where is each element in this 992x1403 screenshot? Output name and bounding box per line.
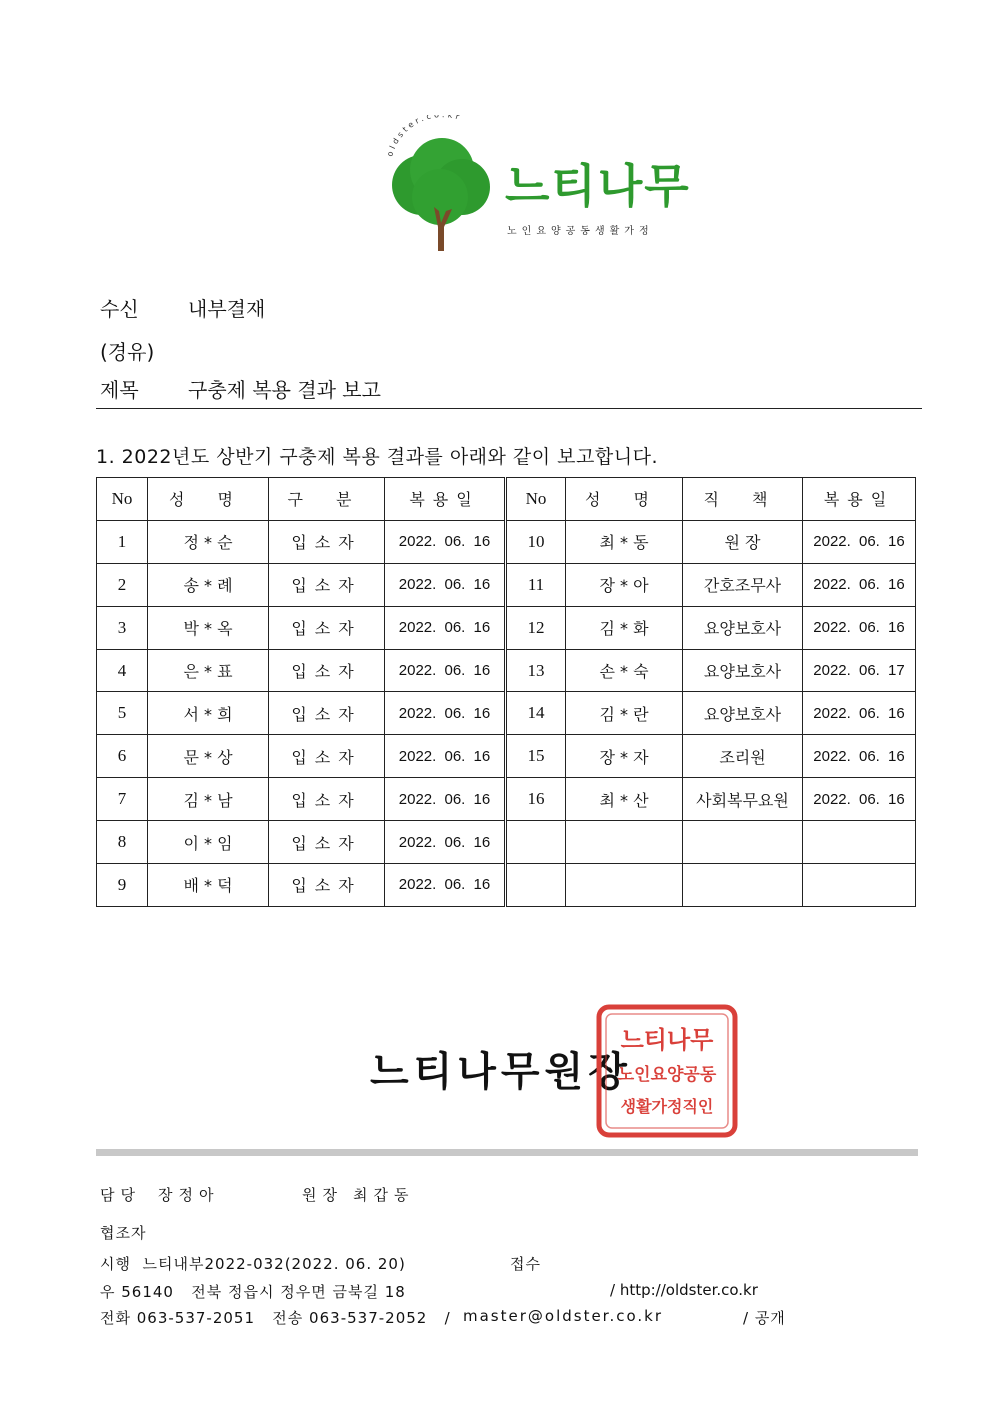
dose-date — [803, 821, 916, 864]
dose-date — [803, 864, 916, 907]
row-number: 4 — [97, 649, 148, 692]
person-name: 김 * 화 — [566, 606, 683, 649]
row-number: 1 — [97, 520, 148, 563]
row-number: 6 — [97, 735, 148, 778]
row-number: 11 — [506, 563, 566, 606]
person-category: 입소자 — [269, 692, 385, 735]
person-name: 최 * 산 — [566, 778, 683, 821]
table-row — [97, 821, 916, 864]
dose-date: 2022. 06. 16 — [803, 692, 916, 735]
row-number: 15 — [506, 735, 566, 778]
person-category: 입소자 — [269, 821, 385, 864]
row-number: 2 — [97, 563, 148, 606]
person-name: 송 * 례 — [148, 563, 269, 606]
dose-date: 2022. 06. 16 — [385, 778, 506, 821]
person-category: 입소자 — [269, 606, 385, 649]
person-position — [683, 864, 803, 907]
via-label: (경유) — [100, 340, 155, 364]
column-header: 성 명 — [148, 478, 269, 521]
website-link[interactable]: / http://oldster.co.kr — [610, 1281, 758, 1299]
official-seal — [596, 1004, 738, 1138]
person-position: 요양보호사 — [683, 649, 803, 692]
person-position: 원 장 — [683, 520, 803, 563]
results-table — [96, 477, 916, 907]
row-number: 10 — [506, 520, 566, 563]
recipient-label: 수신 — [100, 297, 139, 321]
dose-date: 2022. 06. 17 — [803, 649, 916, 692]
row-number: 8 — [97, 821, 148, 864]
dose-date: 2022. 06. 16 — [385, 649, 506, 692]
row-number: 12 — [506, 606, 566, 649]
person-position: 요양보호사 — [683, 692, 803, 735]
person-name: 정 * 순 — [148, 520, 269, 563]
person-category: 입소자 — [269, 563, 385, 606]
dose-date: 2022. 06. 16 — [385, 821, 506, 864]
dose-date: 2022. 06. 16 — [803, 735, 916, 778]
person-name: 배 * 덕 — [148, 864, 269, 907]
row-number: 13 — [506, 649, 566, 692]
row-number: 7 — [97, 778, 148, 821]
brand-subtitle: 노인요양공동생활가정 — [507, 226, 654, 237]
director-label: 원장 — [302, 1186, 343, 1204]
seal-line-1: 느티나무 — [620, 1026, 714, 1054]
dose-date: 2022. 06. 16 — [803, 778, 916, 821]
person-position: 사회복무요원 — [683, 778, 803, 821]
subject-value: 구충제 복용 결과 보고 — [188, 378, 381, 402]
dose-date: 2022. 06. 16 — [385, 563, 506, 606]
person-category: 입소자 — [269, 520, 385, 563]
intro-text: 1. 2022년도 상반기 구충제 복용 결과를 아래와 같이 보고합니다. — [96, 446, 658, 468]
header-divider — [96, 408, 922, 409]
person-name: 손 * 숙 — [566, 649, 683, 692]
dose-date: 2022. 06. 16 — [385, 692, 506, 735]
column-header: No — [506, 478, 566, 521]
seal-line-3: 생활가정직인 — [620, 1097, 714, 1116]
person-position: 조리원 — [683, 735, 803, 778]
email-link[interactable]: master@oldster.co.kr — [463, 1307, 664, 1325]
table-row — [97, 606, 916, 649]
dose-date: 2022. 06. 16 — [385, 606, 506, 649]
receipt-label: 접수 — [510, 1255, 541, 1273]
dose-date: 2022. 06. 16 — [803, 606, 916, 649]
table-row — [97, 563, 916, 606]
brand-name: 느티나무 — [505, 159, 691, 213]
person-name: 최 * 동 — [566, 520, 683, 563]
person-position — [683, 821, 803, 864]
logo-circle-text: oldster.c kr — [385, 115, 464, 158]
row-number: 5 — [97, 692, 148, 735]
column-header: 직 책 — [683, 478, 803, 521]
row-number: 16 — [506, 778, 566, 821]
address: 우 56140 전북 정읍시 정우면 금북길 18 — [100, 1283, 406, 1301]
row-number — [506, 821, 566, 864]
column-header: 복용일 — [803, 478, 916, 521]
table-row — [97, 649, 916, 692]
table-row — [97, 864, 916, 907]
person-name — [566, 864, 683, 907]
column-header: 성 명 — [566, 478, 683, 521]
person-name: 서 * 희 — [148, 692, 269, 735]
person-name: 은 * 표 — [148, 649, 269, 692]
person-category: 입소자 — [269, 864, 385, 907]
person-position: 간호조무사 — [683, 563, 803, 606]
person-category: 입소자 — [269, 778, 385, 821]
charge-label: 담당 — [100, 1186, 141, 1204]
dose-date: 2022. 06. 16 — [385, 520, 506, 563]
table-row — [97, 520, 916, 563]
person-name: 이 * 임 — [148, 821, 269, 864]
row-number: 14 — [506, 692, 566, 735]
table-row — [97, 778, 916, 821]
person-name: 문 * 상 — [148, 735, 269, 778]
charge-name: 장정아 — [158, 1186, 220, 1204]
table-row — [97, 692, 916, 735]
column-header: 구 분 — [269, 478, 385, 521]
dose-date: 2022. 06. 16 — [803, 520, 916, 563]
person-name: 장 * 아 — [566, 563, 683, 606]
table-header-row — [97, 478, 916, 521]
phone-fax: 전화 063-537-2051 전송 063-537-2052 / — [100, 1309, 451, 1327]
table-row — [97, 735, 916, 778]
row-number: 3 — [97, 606, 148, 649]
footer-divider — [96, 1149, 918, 1156]
person-name: 김 * 란 — [566, 692, 683, 735]
person-category: 입소자 — [269, 735, 385, 778]
dose-date: 2022. 06. 16 — [385, 864, 506, 907]
seal-line-2: 노인요양공동 — [617, 1065, 717, 1085]
recipient-value: 내부결재 — [188, 297, 266, 321]
enforcement-info: 시행 느티내부2022-032(2022. 06. 20) — [100, 1255, 406, 1273]
person-position: 요양보호사 — [683, 606, 803, 649]
row-number: 9 — [97, 864, 148, 907]
column-header: 복용일 — [385, 478, 506, 521]
dose-date: 2022. 06. 16 — [385, 735, 506, 778]
signer-name: 느티나무원장 — [370, 1049, 632, 1095]
person-name: 장 * 자 — [566, 735, 683, 778]
seal-stamp-icon — [596, 1004, 738, 1138]
cooperator-label: 협조자 — [100, 1224, 147, 1242]
person-name: 박 * 옥 — [148, 606, 269, 649]
row-number — [506, 864, 566, 907]
subject-label: 제목 — [100, 378, 139, 402]
director-name: 최갑동 — [353, 1186, 415, 1204]
dose-date: 2022. 06. 16 — [803, 563, 916, 606]
person-name — [566, 821, 683, 864]
disclosure-status: / 공개 — [743, 1309, 786, 1327]
column-header: No — [97, 478, 148, 521]
person-category: 입소자 — [269, 649, 385, 692]
person-name: 김 * 남 — [148, 778, 269, 821]
